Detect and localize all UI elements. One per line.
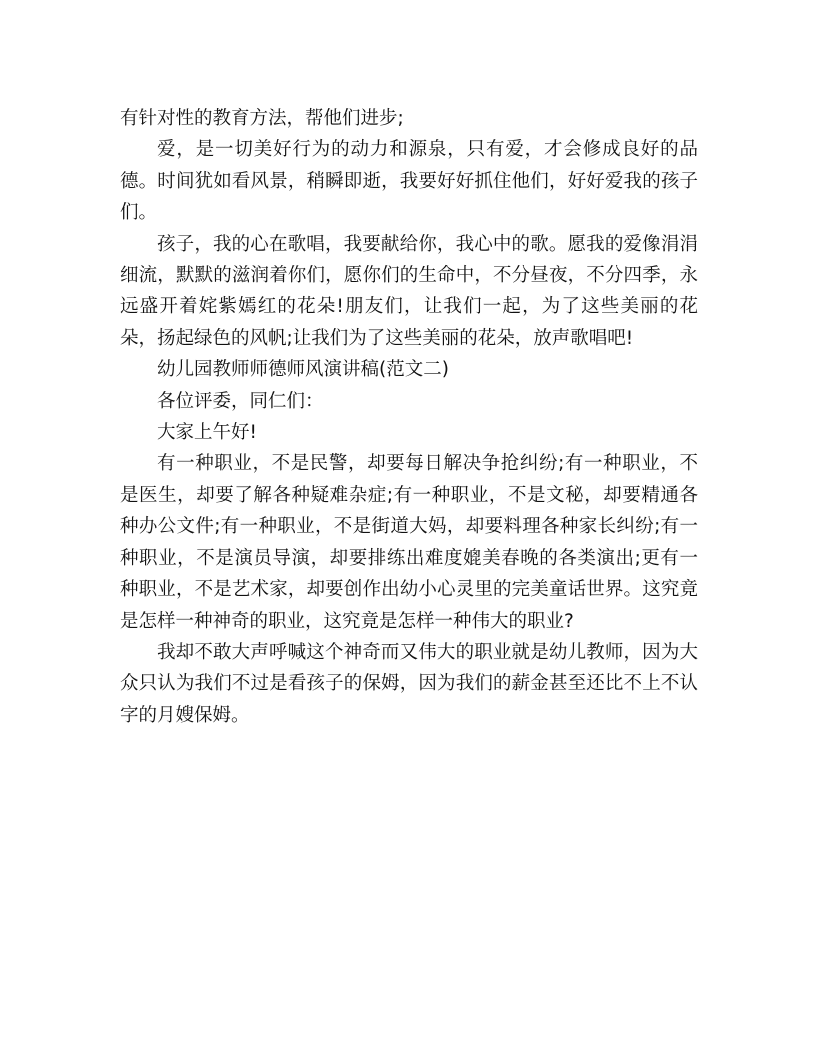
paragraph-continuation: 有针对性的教育方法，帮他们进步; bbox=[120, 108, 404, 129]
salutation: 各位评委，同仁们： bbox=[157, 390, 324, 412]
paragraph-kindergarten-teacher: 我却不敢大声呼喊这个神奇而又伟大的职业就是幼儿教师，因为大众只认为我们不过是看孩子的保姆，因为我们的薪金甚至还比不上不认字的月嫂保姆。 bbox=[120, 641, 698, 726]
paragraph-love: 爱，是一切美好行为的动力和源泉，只有爱，才会修成良好的品德。时间犹如看风景，稍瞬即逝，我要好好抓住他们，好好爱我的孩子们。 bbox=[120, 139, 698, 224]
section-heading: 幼儿园教师师德师风演讲稿(范文二) bbox=[157, 359, 449, 381]
document-body bbox=[120, 103, 698, 731]
paragraph-profession: 有一种职业，不是民警，却要每日解决争抢纠纷;有一种职业，不是医生，却要了解各种疑难杂症;有一种职业，不是文秘，却要精通各种办公文件;有一种职业，不是街道大妈，却要料理各种家长纠纷;有一种职业，不是演员导演，却要排练出难度媲美春晚的各类演出;更有一种职业，不是艺术家，却要创作出幼小心灵里的完美童话世界。这究竟是怎样一种神奇的职业，这究竟是怎样一种伟大的职业? bbox=[120, 453, 698, 632]
greeting: 大家上午好! bbox=[157, 422, 257, 444]
paragraph-children-song: 孩子，我的心在歌唱，我要献给你，我心中的歌。愿我的爱像涓涓细流，默默的滋润着你们，愿你们的生命中，不分昼夜，不分四季，永远盛开着姹紫嫣红的花朵!朋友们，让我们一起，为了这些美丽的花朵，扬起绿色的风帆;让我们为了这些美丽的花朵，放声歌唱吧! bbox=[120, 233, 698, 349]
